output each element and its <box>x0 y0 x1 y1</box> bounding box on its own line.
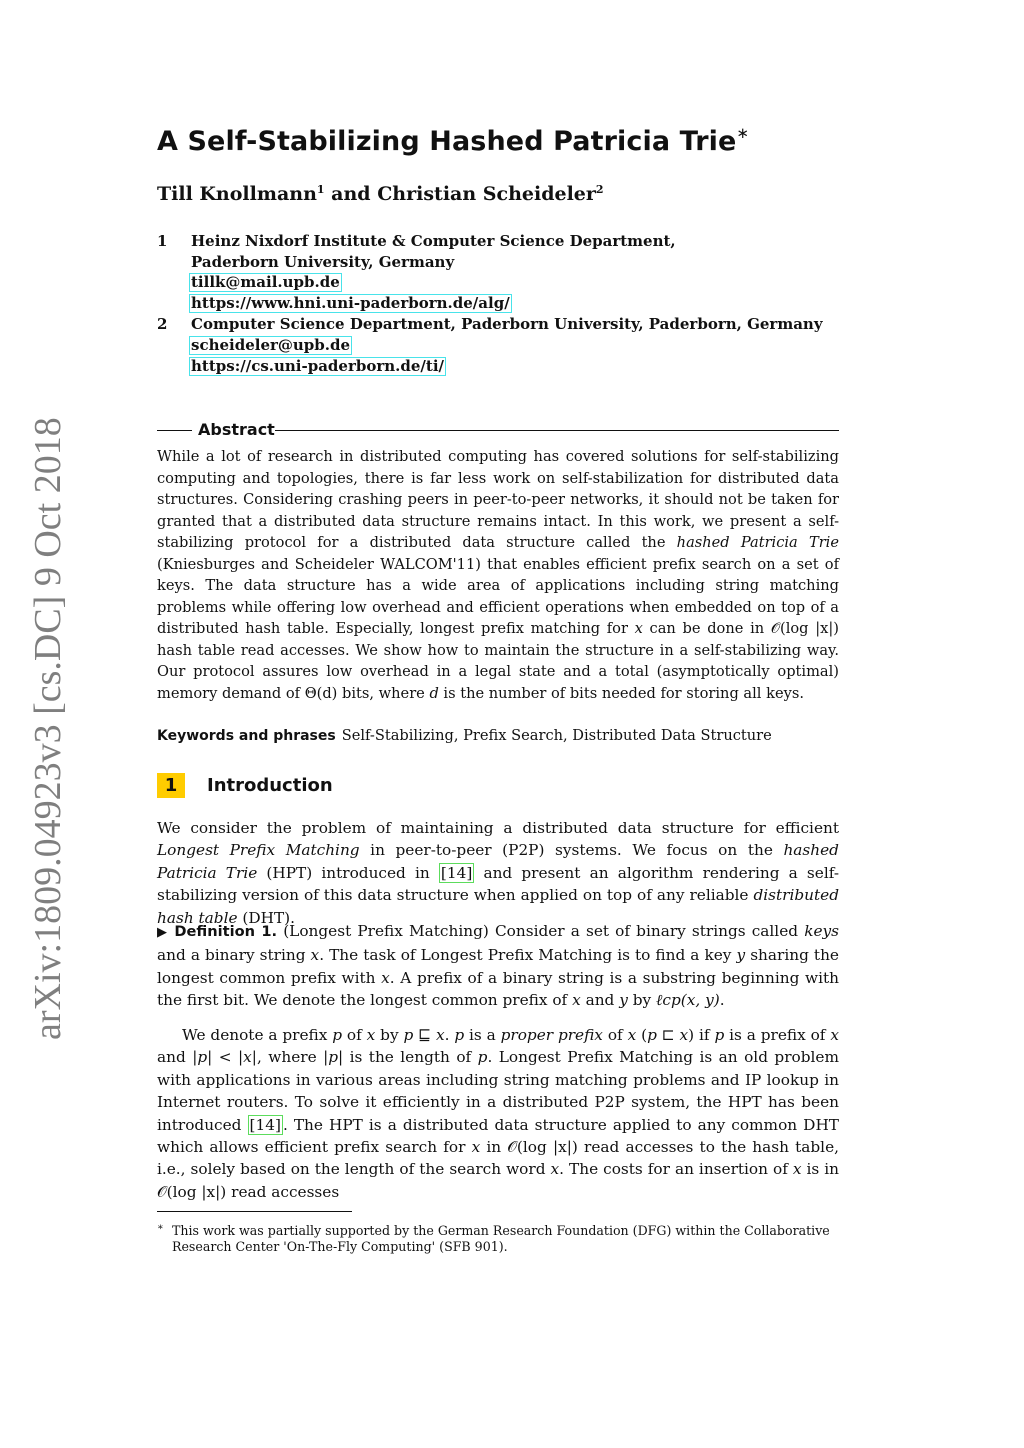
email-link[interactable]: scheideler@upb.de <box>191 335 351 354</box>
math-var: x <box>792 1160 802 1179</box>
author-affil-marker: 1 <box>316 183 325 196</box>
body-paragraph <box>157 1024 839 1203</box>
math-var: d <box>429 684 439 702</box>
math-expression: |p| < |x| <box>192 1048 257 1067</box>
text: and <box>157 1048 193 1067</box>
text: of <box>342 1026 367 1044</box>
text: , where <box>256 1048 324 1067</box>
math-var: x <box>381 968 390 987</box>
author-connector: and <box>324 183 378 205</box>
title-footnote-marker: ∗ <box>736 124 750 142</box>
text: . The costs for an insertion of <box>559 1160 793 1179</box>
text: sharing the longest common prefix with <box>157 946 839 987</box>
emphasis: Longest Prefix Matching <box>157 841 360 860</box>
text: and present an algorithm rendering a self-stabilizing version of this data structure when applied on top of any reliable <box>157 863 840 905</box>
section-title: Introduction <box>207 775 333 796</box>
math-expression: p ⊑ x <box>403 1026 445 1044</box>
affiliation-line: Paderborn University, Germany <box>191 252 455 271</box>
text: is the length of <box>343 1048 478 1067</box>
text: and a binary string <box>157 946 311 965</box>
text: . <box>719 991 725 1010</box>
text: is a prefix of <box>724 1026 831 1044</box>
abstract-text: bits, where <box>337 684 430 702</box>
affiliation-line: Heinz Nixdorf Institute & Computer Science Department, <box>191 232 676 250</box>
emphasis: keys <box>804 922 840 940</box>
math-expression: 𝒪(log |x|) <box>770 620 839 637</box>
section-number: 1 <box>157 773 185 798</box>
title-text: A Self-Stabilizing Hashed Patricia Trie <box>157 126 737 157</box>
math-var: p <box>332 1026 343 1044</box>
emphasis: distributed hash table <box>157 886 839 927</box>
abstract-text: While a lot of research in distributed computing has covered solutions for self-stabilizing computing and topologies, there is far less work on self-stabilization for distributed data structures. Considering crashing peers in peer-to-peer networks, it should not be taken for granted that a distributed data structure remains intact. In this work, we present a self-stabilizing protocol for a distributed data structure called the <box>157 448 839 551</box>
author-name: Christian Scheideler <box>377 183 596 205</box>
email-link[interactable]: tillk@mail.upb.de <box>191 273 340 292</box>
math-expression: Θ(d) <box>304 684 338 702</box>
citation-link[interactable]: [14] <box>249 1115 281 1134</box>
text: read accesses <box>226 1182 340 1201</box>
text: We denote a prefix <box>182 1026 333 1044</box>
text: . A prefix of a binary string is a substring beginning with the first bit. We denote the longest common prefix of <box>157 968 839 1010</box>
math-expression: 𝒪(log |x|) <box>507 1138 578 1157</box>
math-var: x <box>550 1160 560 1179</box>
text: of <box>602 1026 628 1044</box>
text: . The HPT is a distributed data structure applied to any common DHT which allows efficient prefix search for <box>157 1115 839 1157</box>
text: is a <box>464 1026 501 1044</box>
abstract-body <box>157 446 839 704</box>
math-var: x <box>471 1138 481 1157</box>
keywords <box>157 727 839 744</box>
paper-title <box>157 124 749 157</box>
url-link[interactable]: https://www.hni.uni-paderborn.de/alg/ <box>191 294 510 313</box>
keywords-text: Self-Stabilizing, Prefix Search, Distributed Data Structure <box>341 727 772 744</box>
text: by <box>375 1026 404 1044</box>
url-link[interactable]: https://cs.uni-paderborn.de/ti/ <box>191 356 445 375</box>
abstract-text: hash table read accesses. We show how to maintain the structure in a self-stabilizing way. Our protocol assures low overhead in a legal state and a total (asymptotically optimal) memory demand of <box>157 641 839 702</box>
definition-1 <box>157 920 839 1012</box>
abstract-heading <box>157 420 839 442</box>
text: and <box>580 991 620 1010</box>
text: in peer-to-peer (P2P) systems. We focus on the <box>359 841 784 860</box>
math-var: x <box>572 991 581 1010</box>
text: (DHT). <box>237 908 296 927</box>
arxiv-identifier: arXiv:1809.04923v3 [cs.DC] 9 Oct 2018 <box>27 417 69 1040</box>
math-expression: ℓcp(x, y) <box>656 991 720 1010</box>
text: is in <box>801 1160 840 1179</box>
text: read accesses to the hash table, i.e., solely based on the length of the search word <box>157 1138 839 1179</box>
math-var: y <box>619 991 628 1010</box>
math-expression: 𝒪(log |x|) <box>157 1182 227 1201</box>
affiliation-line: Computer Science Department, Paderborn University, Paderborn, Germany <box>191 315 823 333</box>
affiliation-number: 1 <box>157 232 168 250</box>
divider <box>157 430 192 431</box>
abstract-text: is the number of bits needed for storing all keys. <box>438 684 804 702</box>
math-var: x <box>830 1026 839 1044</box>
definition-label: Definition 1. <box>174 923 278 940</box>
triangle-icon: ▶ <box>157 925 169 940</box>
text: ) if <box>688 1026 715 1044</box>
footnote-marker: ∗ <box>157 1222 164 1233</box>
text: . Longest Prefix Matching is an old problem with applications in various areas including string matching problems and IP lookup in Internet routers. To solve it efficiently in a distributed P2P system, the HPT has been introduced <box>157 1048 839 1134</box>
emphasis: hashed Patricia Trie <box>157 841 839 882</box>
text: We consider the problem of maintaining a distributed data structure for efficient <box>157 819 839 837</box>
math-var: x <box>627 1026 637 1044</box>
text: (HPT) introduced in <box>257 863 439 882</box>
math-var: x <box>366 1026 376 1044</box>
math-var: p <box>454 1026 465 1044</box>
footnote-divider <box>157 1211 352 1212</box>
math-expression: |p| <box>323 1048 344 1067</box>
intro-paragraph <box>157 817 839 929</box>
emphasis: proper prefix <box>500 1026 603 1044</box>
math-var: p <box>714 1026 725 1044</box>
emphasis: hashed Patricia Trie <box>676 534 839 551</box>
text: . The task of Longest Prefix Matching is to find a key <box>319 946 737 965</box>
math-var: p <box>477 1048 488 1067</box>
footnote-text: This work was partially supported by the German Research Foundation (DFG) within the Collaborative Research Center 'On-The-Fly Computing' (SFB 901). <box>172 1223 830 1254</box>
abstract-text: (Kniesburges and Scheideler WALCOM'11) that enables efficient prefix search on a set of keys. The data structure has a wide area of applications including string matching problems while offering low overhead and efficient operations when embedded on top of a distributed hash table. Especially, longest prefix matching for <box>157 555 839 637</box>
author-affil-marker: 2 <box>595 183 604 196</box>
citation-link[interactable]: [14] <box>440 863 473 882</box>
math-var: x <box>310 946 320 965</box>
divider <box>275 430 839 431</box>
math-var: x <box>634 620 643 637</box>
text: by <box>627 991 657 1010</box>
author-name: Till Knollmann <box>157 183 317 205</box>
affiliation-number: 2 <box>157 315 168 333</box>
abstract-text: can be done in <box>642 620 771 637</box>
author-list <box>157 183 604 205</box>
abstract-label: Abstract <box>198 420 275 439</box>
text: . <box>444 1026 455 1044</box>
math-var: y <box>736 946 746 965</box>
text: in <box>480 1138 508 1157</box>
text: ( <box>636 1026 648 1044</box>
keywords-label: Keywords and phrases <box>157 728 336 744</box>
math-expression: p ⊏ x <box>647 1026 689 1044</box>
text: (Longest Prefix Matching) Consider a set of binary strings called <box>277 922 805 940</box>
